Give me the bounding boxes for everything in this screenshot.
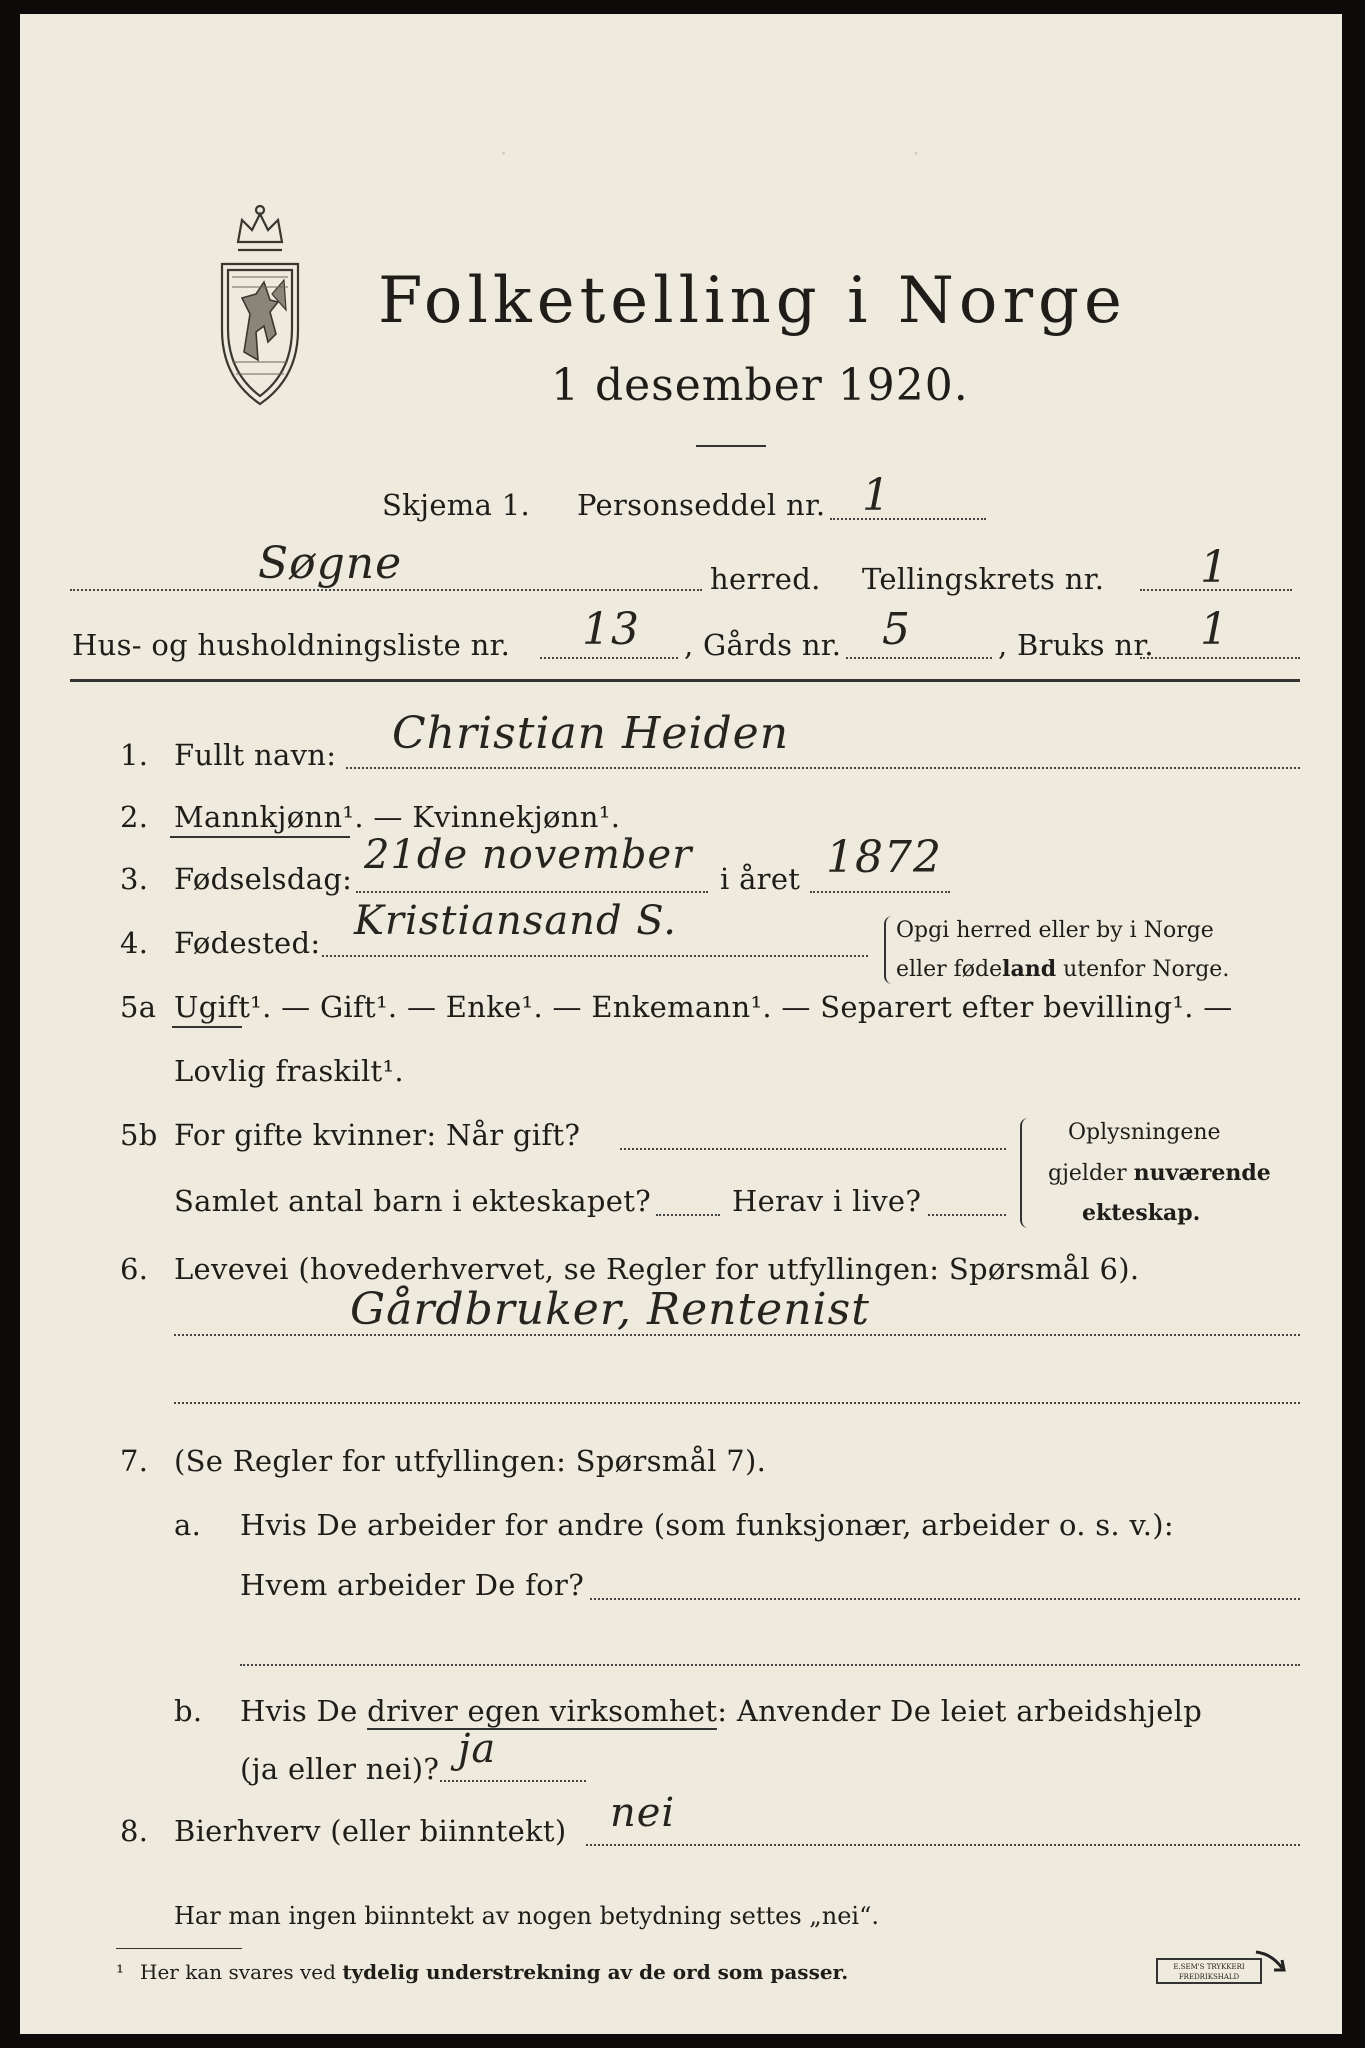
q5b-note-line2: gjelder nuværende [1048,1160,1271,1186]
q4-brace [884,916,894,984]
gender-female-option[interactable]: Kvinnekjønn [412,800,599,834]
q3-number: 3. [120,862,149,896]
q5a-number: 5a [120,990,157,1024]
q7b-line [440,1780,586,1782]
q5b-when-married-label: For gifte kvinner: Når gift? [174,1118,581,1152]
q2-separator: . — [354,800,413,834]
footnote: ¹ Her kan svares ved tydelig understrekning av de ord som passer. [116,1960,849,1984]
occupation-value[interactable]: Gårdbruker, Rentenist [350,1284,870,1335]
title-divider [696,445,766,447]
tellingskrets-value[interactable]: 1 [1200,542,1229,593]
q2-end: . [610,800,621,834]
skjema-label: Skjema 1. [382,488,530,522]
q4-label: Fødested: [174,926,321,960]
birthplace-value[interactable]: Kristiansand S. [354,898,677,944]
hus-line [540,657,678,659]
q4-note-line1: Opgi herred eller by i Norge [896,918,1214,943]
herred-line [70,589,702,591]
page-title: Folketelling i Norge [378,264,1127,338]
q7-number: 7. [120,1444,149,1478]
footer-note: Har man ingen biinntekt av nogen betydning settes „nei“. [174,1902,879,1930]
q5b-children-label: Samlet antal barn i ekteskapet? [174,1184,651,1218]
gards-line [846,657,992,659]
tellingskrets-label: Tellingskrets nr. [862,562,1105,596]
q3-year-label: i året [720,862,801,896]
q5b-note-line3: ekteskap. [1082,1200,1201,1226]
q7a-employer-label: Hvem arbeider De for? [240,1568,585,1602]
q7a-employer-line [590,1598,1300,1600]
q7b-label: Hvis De driver egen virksomhet: Anvender De leiet arbeidshjelp [240,1694,1203,1728]
q7a-label: Hvis De arbeider for andre (som funksjonær, arbeider o. s. v.): [240,1508,1174,1542]
bruks-label: , Bruks nr. [998,628,1154,662]
hus-value[interactable]: 13 [582,604,640,655]
q2-number: 2. [120,800,149,834]
bleed-through-text: · · [500,142,920,167]
hired-help-value[interactable]: ja [458,1726,497,1772]
census-date: 1 desember 1920. [551,360,969,411]
q5b-children-line [656,1214,720,1216]
bruks-value[interactable]: 1 [1200,604,1229,655]
q5a-line2: Lovlig fraskilt¹. [174,1054,404,1088]
marital-ugift-option[interactable]: Ugift [174,990,251,1024]
q1-number: 1. [120,738,149,772]
norway-coat-of-arms-emblem [212,202,308,412]
birth-year-value[interactable]: 1872 [826,832,942,883]
q6-label: Levevei (hovederhvervet, se Regler for utfyllingen: Spørsmål 6). [174,1252,1140,1286]
q8-line [586,1844,1300,1846]
q7b-label2: (ja eller nei)? [240,1752,440,1786]
marital-other-options: . — Gift¹. — Enke¹. — Enkemann¹. — Separert efter bevilling¹. — [262,990,1233,1024]
printer-stamp-line1: E.SEM'S TRYKKERI [1173,1963,1245,1971]
hus-label: Hus- og husholdningsliste nr. [72,628,511,662]
q7a-employer-line2 [240,1664,1300,1666]
gards-label: , Gårds nr. [684,628,842,662]
q5b-brace [1020,1118,1032,1228]
q6-line2 [174,1402,1300,1404]
q7b-underlined-text: driver egen virksomhet [367,1694,718,1728]
side-income-value[interactable]: nei [610,1790,676,1836]
q4-line [322,955,868,957]
q7a-number: a. [174,1508,202,1542]
stamp-arrow-icon [1252,1948,1292,1978]
q5b-when-married-line [620,1148,1006,1150]
q5b-number: 5b [120,1118,158,1152]
census-form-page [20,14,1342,2034]
q2-gender-options: Mannkjønn¹. — Kvinnekjønn¹. [174,800,621,834]
q6-line1 [174,1334,1300,1336]
marital-ugift-underline [172,1026,242,1028]
herred-value[interactable]: Søgne [258,538,403,589]
bruks-line [1140,657,1300,659]
header-divider [70,679,1300,682]
q1-line [346,767,1300,769]
q5b-alive-label: Herav i live? [732,1184,922,1218]
q3-line [356,891,708,893]
q7b-number: b. [174,1694,203,1728]
q5b-alive-line [928,1214,1006,1216]
personseddel-value[interactable]: 1 [862,470,891,521]
q7-label: (Se Regler for utfyllingen: Spørsmål 7). [174,1444,767,1478]
birthday-value[interactable]: 21de november [364,832,693,878]
q8-label: Bierhverv (eller biinntekt) [174,1814,567,1848]
tellingskrets-line [1140,589,1292,591]
footnote-divider [116,1948,242,1949]
q4-note-line2: eller fødeland utenfor Norge. [896,956,1230,982]
herred-label: herred. [710,562,821,596]
q6-number: 6. [120,1252,149,1286]
personseddel-label: Personseddel nr. [577,488,826,522]
gender-male-underline [170,836,350,838]
q3-label: Fødselsdag: [174,862,353,896]
printer-stamp-line2: FREDRIKSHALD [1178,1973,1240,1981]
q3-year-line [810,891,950,893]
q4-number: 4. [120,926,149,960]
q1-label: Fullt navn: [174,738,337,772]
full-name-value[interactable]: Christian Heiden [392,708,790,759]
q5b-note-line1: Oplysningene [1068,1120,1221,1145]
printer-stamp [1156,1958,1262,1984]
gender-male-option[interactable]: Mannkjønn [174,800,343,834]
personseddel-line [830,518,986,520]
gards-value[interactable]: 5 [882,604,911,655]
q8-number: 8. [120,1814,149,1848]
q5a-marital-options: Ugift¹. — Gift¹. — Enke¹. — Enkemann¹. — Separert efter bevilling¹. — [174,990,1233,1024]
